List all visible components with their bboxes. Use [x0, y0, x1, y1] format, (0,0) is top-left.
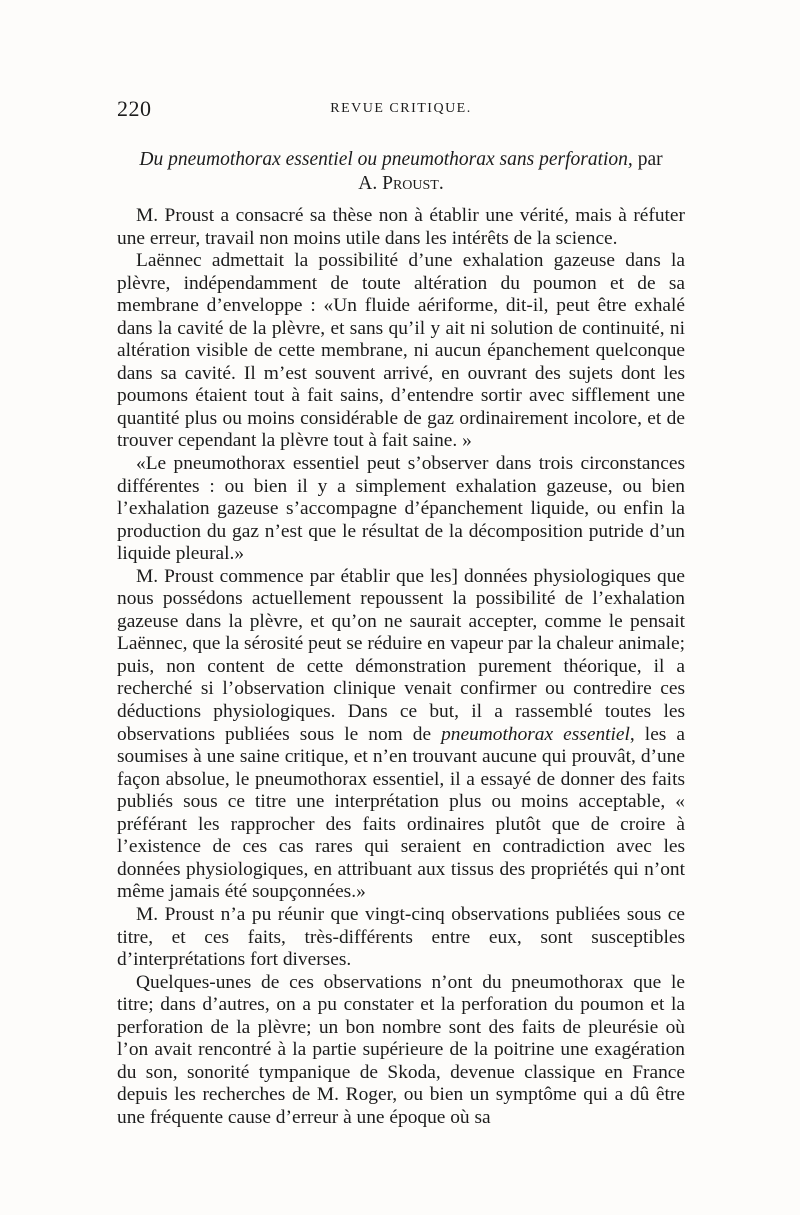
paragraph: [117, 453, 685, 566]
paragraph: [117, 205, 685, 250]
article-title-par: par: [637, 149, 663, 170]
paragraph-text: M. Proust commence par établir que les] données physiologiques que nous possédons actuellement repoussent la possibilité de l’exhalation gazeuse dans la plèvre, et qu’on ne saurait accepter, comme le pensait Laënnec, que la sérosité peut se réduire en vapeur par la chaleur animale; puis, non content de cette démonstration purement théorique, il a recherché si l’observation clinique venait confirmer ou contredire ces déductions physiologiques. Dans ce but, il a rassemblé toutes les observations publiées sous le nom de: [117, 565, 685, 745]
paragraph-text: «Le pneumothorax essentiel peut s’observer dans trois circonstances différentes : ou bien il y a simplement exhalation gazeuse, ou bien l’exhalation gazeuse s’accompagne d’épanchement liquide, ou enfin la production du gaz n’est que le résultat de la décomposition putride d’un liquide pleural.»: [117, 453, 685, 565]
paragraph: [117, 972, 685, 1130]
article-title-text: Du pneumothorax essentiel ou pneumothorax sans perforation,: [139, 149, 633, 170]
page: [117, 96, 685, 1129]
article-title: [117, 148, 685, 172]
running-head: REVUE CRITIQUE.: [330, 101, 472, 116]
page-number: 220: [117, 96, 152, 121]
article-author: [117, 172, 685, 196]
paragraph: [117, 904, 685, 972]
author-name: Proust.: [382, 173, 444, 194]
italic-term: pneumothorax essentiel: [441, 723, 630, 745]
paragraph-text: M. Proust n’a pu réunir que vingt-cinq observations publiées sous ce titre, et ces faits, très-différents entre eux, sont susceptibles d’interprétations fort diverses.: [117, 903, 685, 971]
paragraph-text: , les a soumises à une saine critique, et n’en trouvant aucune qui prouvât, d’une façon absolue, le pneumothorax essentiel, il a essayé de donner des faits publiés sous ce titre une interprétation plus ou moins acceptable, « préférant les rapprocher des faits ordinaires plutôt que de croire à l’existence de ces cas rares qui seraient en contradiction avec les données physiologiques, en attribuant aux tissus des propriétés qui n’ont même jamais été soupçonnées.»: [117, 723, 685, 903]
page-header: [117, 96, 685, 126]
body-text: [117, 205, 685, 1129]
paragraph-text: Laënnec admettait la possibilité d’une exhalation gazeuse dans la plèvre, indépendamment de toute altération du poumon et de sa membrane d’enveloppe : «Un fluide aériforme, dit-il, peut être exhalé dans la cavité de la plèvre, et sans qu’il y ait ni solution de continuité, ni altération visible de cette membrane, ni aucun épanchement quelconque dans sa cavité. Il m’est souvent arrivé, en ouvrant des sujets dont les poumons étaient tout à fait sains, d’entendre sortir avec sifflement une quantité plus ou moins considérable de gaz ordinairement incolore, et de trouver cependant la plèvre tout à fait saine. »: [117, 250, 685, 452]
paragraph: [117, 566, 685, 904]
paragraph: [117, 250, 685, 453]
author-initial: A.: [358, 173, 378, 194]
paragraph-text: M. Proust a consacré sa thèse non à établir une vérité, mais à réfuter une erreur, travail non moins utile dans les intérêts de la science.: [117, 205, 685, 249]
paragraph-text: Quelques-unes de ces observations n’ont du pneumothorax que le titre; dans d’autres, on a pu constater et la perforation du poumon et la perforation de la plèvre; un bon nombre sont des faits de pleurésie où l’on avait rencontré à la partie supérieure de la poitrine une exagération du son, sonorité tympanique de Skoda, devenue classique en France depuis les recherches de M. Roger, ou bien un symptôme qui a dû être une fréquente cause d’erreur à une époque où sa: [117, 971, 685, 1128]
